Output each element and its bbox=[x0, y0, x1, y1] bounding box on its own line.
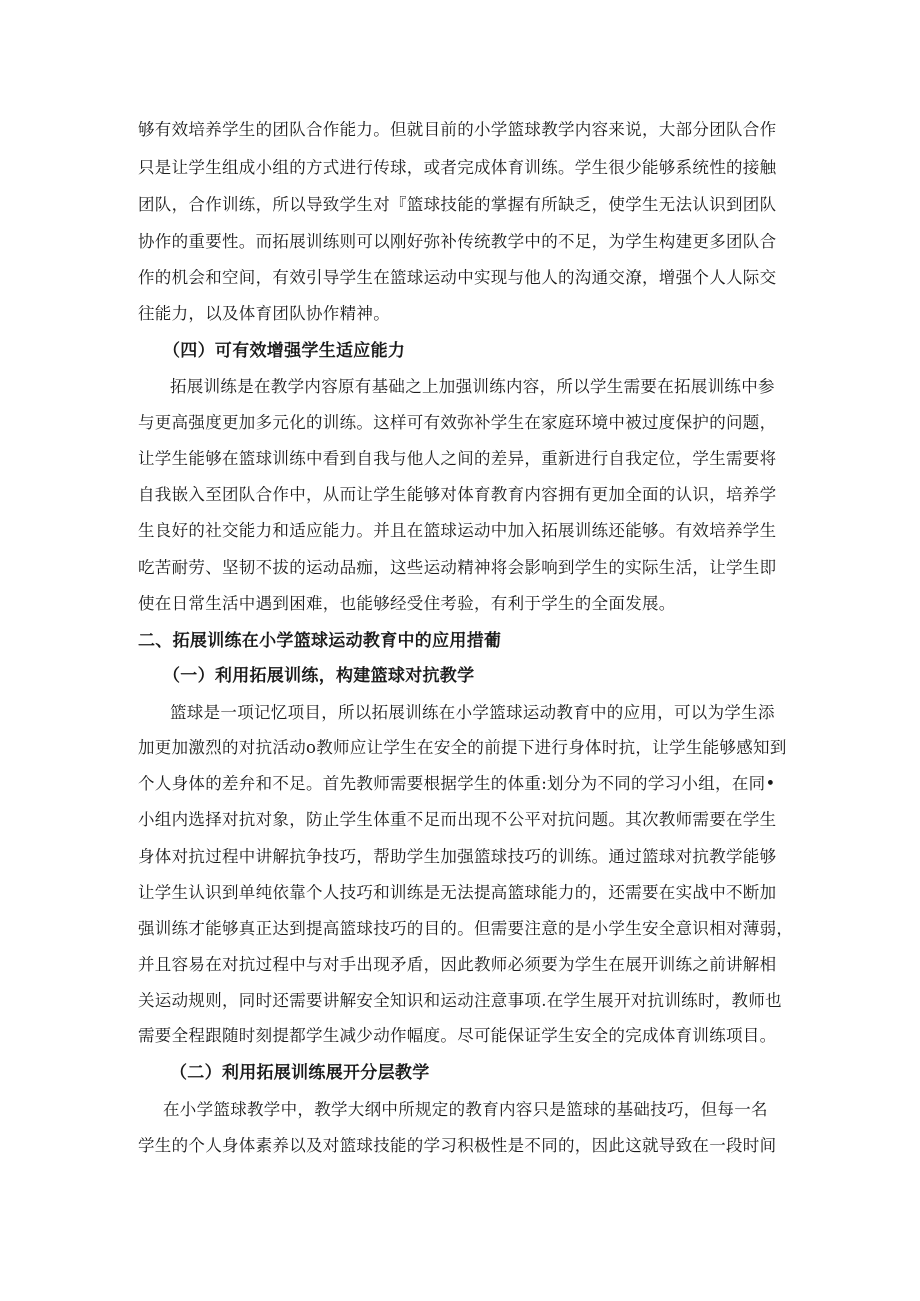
body-text-line: 关运动规则，同时还需要讲解安全知识和运动注意事项.在学生展开对抗训练时，教师也 bbox=[138, 991, 782, 1010]
body-text-line: 与更高强度更加多元化的训练。这样可有效弥补学生在家庭环境中被过度保护的问题， bbox=[138, 413, 777, 432]
body-text-line: 自我嵌入至团队合作中，从而让学生能够对体育教育内容拥有更加全面的认识，培养学 bbox=[138, 485, 777, 504]
body-text-line: 生良好的社交能力和适应能力。并且在篮球运动中加入拓展训练还能够。有效培养学生 bbox=[138, 521, 777, 540]
body-text-line: 需要全程跟随时刻提都学生减少动作幅度。尽可能保证学生安全的完成体育训练项目。 bbox=[138, 1026, 777, 1045]
body-text-line: 学生的个人身体素养以及对篮球技能的学习积极性是不同的，因此这就导致在一段时间 bbox=[138, 1136, 777, 1155]
body-text-line: 吃苦耐劳、坚韧不拔的运动品痂，这些运动精神将会影响到学生的实际生活，让学生即 bbox=[138, 558, 777, 577]
body-text-line: 让学生能够在篮球训练中看到自我与他人之间的差异，重新进行自我定位，学生需要将 bbox=[138, 449, 777, 468]
body-text-line: 篮球是一项记忆项目，所以拓展训练在小学篮球运动教育中的应用，可以为学生添 bbox=[170, 703, 775, 722]
chapter-heading: 二、拓展训练在小学篮球运动教育中的应用措葡 bbox=[138, 631, 502, 651]
body-text-line: 拓展训练是在教学内容原有基础之上加强训练内容，所以学生需要在拓展训练中参 bbox=[170, 377, 775, 396]
body-text-line: 协作的重要性。而拓展训练则可以刚好弥补传统教学中的不足，为学生构建更多团队合 bbox=[138, 232, 777, 251]
section-heading: （二）利用拓展训练展开分层教学 bbox=[170, 1063, 430, 1083]
body-text-line: 往能力，以及体育团队协作精神。 bbox=[138, 304, 390, 323]
body-text-line: 使在日常生活中遇到困难，也能够经受住考验，有利于学生的全面发展。 bbox=[138, 594, 676, 613]
body-text-line: 只是让学生组成小组的方式进行传球，或者完成体育训练。学生很少能够系统性的接触 bbox=[138, 158, 777, 177]
body-text-line: 小组内选择对抗对象，防止学生体重不足而出现不公平对抗问题。其次教师需要在学生 bbox=[138, 810, 777, 829]
body-text-line: 团队，合作训练，所以导致学生对『篮球技能的掌握有所缺乏，使学生无法认识到团队 bbox=[138, 195, 777, 214]
body-text-line: 让学生认识到单纯依靠个人技巧和训练是无法提高篮球能力的，还需要在实战中不断加 bbox=[138, 883, 777, 902]
body-text-line: 个人身体的差弁和不足。首先教师需要根据学生的体重:划分为不同的学习小组，在同• bbox=[138, 774, 776, 793]
section-heading: （四）可有效增强学生适应能力 bbox=[163, 341, 406, 361]
body-text-line: 强训练才能够真正达到提高篮球技巧的目的。但需要注意的是小学生安全意识相对薄弱， bbox=[138, 919, 794, 938]
body-text-line: 身体对抗过程中讲解抗争技巧，帮助学生加强篮球技巧的训练。通过篮球对抗教学能够 bbox=[138, 847, 777, 866]
body-text-line: 够有效培养学生的团队合作能力。但就目前的小学篮球教学内容来说，大部分团队合作 bbox=[138, 120, 777, 139]
body-text-line: 加更加激烈的对抗活动o教师应让学生在安全的前提下进行身体时抗，让学生能够感知到 bbox=[138, 738, 787, 757]
body-text-line: 并且容易在对抗过程中与对手出现矛盾，因此教师必须要为学生在展开训练之前讲解相 bbox=[138, 955, 777, 974]
body-text-line: 作的机会和空间，有效引导学生在篮球运动中实现与他人的沟通交潦，增强个人人际交 bbox=[138, 268, 777, 287]
body-text-line: 在小学篮球教学中，教学大纲中所规定的教育内容只是篮球的基础技巧，但每一名 bbox=[163, 1100, 768, 1119]
section-heading: （一）利用拓展训练，构建篮球对抗教学 bbox=[163, 666, 475, 686]
